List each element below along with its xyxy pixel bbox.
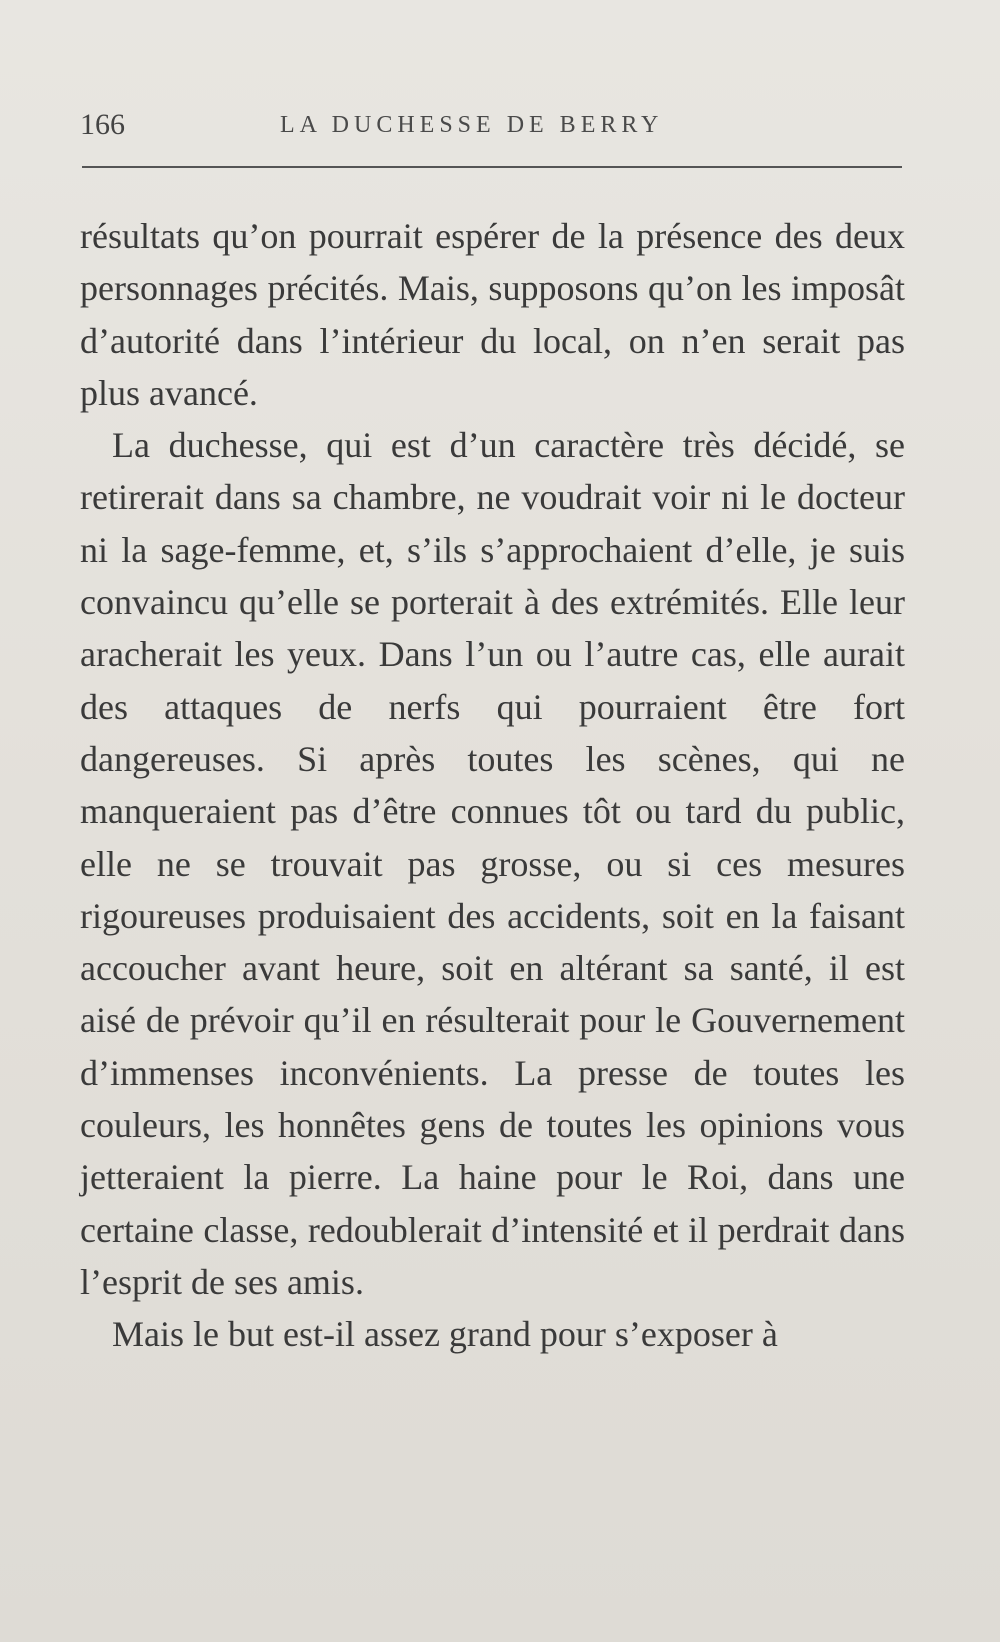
paragraph: Mais le but est-il assez grand pour s’exposer à [112, 1314, 778, 1355]
paragraph: La duchesse, qui est d’un caractère très décidé, se retirerait dans sa chambre, ne voudrait voir ni le docteur ni la sage-femme, et, s’ils s’approchaient d’elle, je suis convaincu qu’elle se porterait à des extrémités. Elle leur aracherait les yeux. Dans l’un ou l’autre cas, elle aurait des attaques de nerfs qui pourraient être fort dangereuses. Si après toutes les scènes, qui ne manqueraient pas d’être connues tôt ou tard du public, elle ne se trouvait pas grosse, ou si ces mesures rigoureuses produisaient des accidents, soit en la faisant accoucher avant heure, soit en altérant sa santé, il est aisé de prévoir qu’il en résulterait pour le Gouvernement d’immenses inconvénients. La presse de toutes les couleurs, les honnêtes gens de toutes les opinions vous jetteraient la pierre. La haine pour le Roi, dans une certaine classe, redoublerait d’intensité et il perdrait dans l’esprit de ses amis. [80, 425, 905, 1302]
header-rule [82, 166, 902, 168]
running-title: LA DUCHESSE DE BERRY [280, 112, 664, 138]
page-number: 166 [80, 108, 125, 141]
paragraph: résultats qu’on pourrait espérer de la présence des deux personnages précités. Mais, supposons qu’on les imposât d’autorité dans l’intérieur du local, on n’en serait pas plus avancé. [80, 216, 905, 413]
body-text [80, 210, 905, 1361]
running-head [80, 108, 900, 156]
